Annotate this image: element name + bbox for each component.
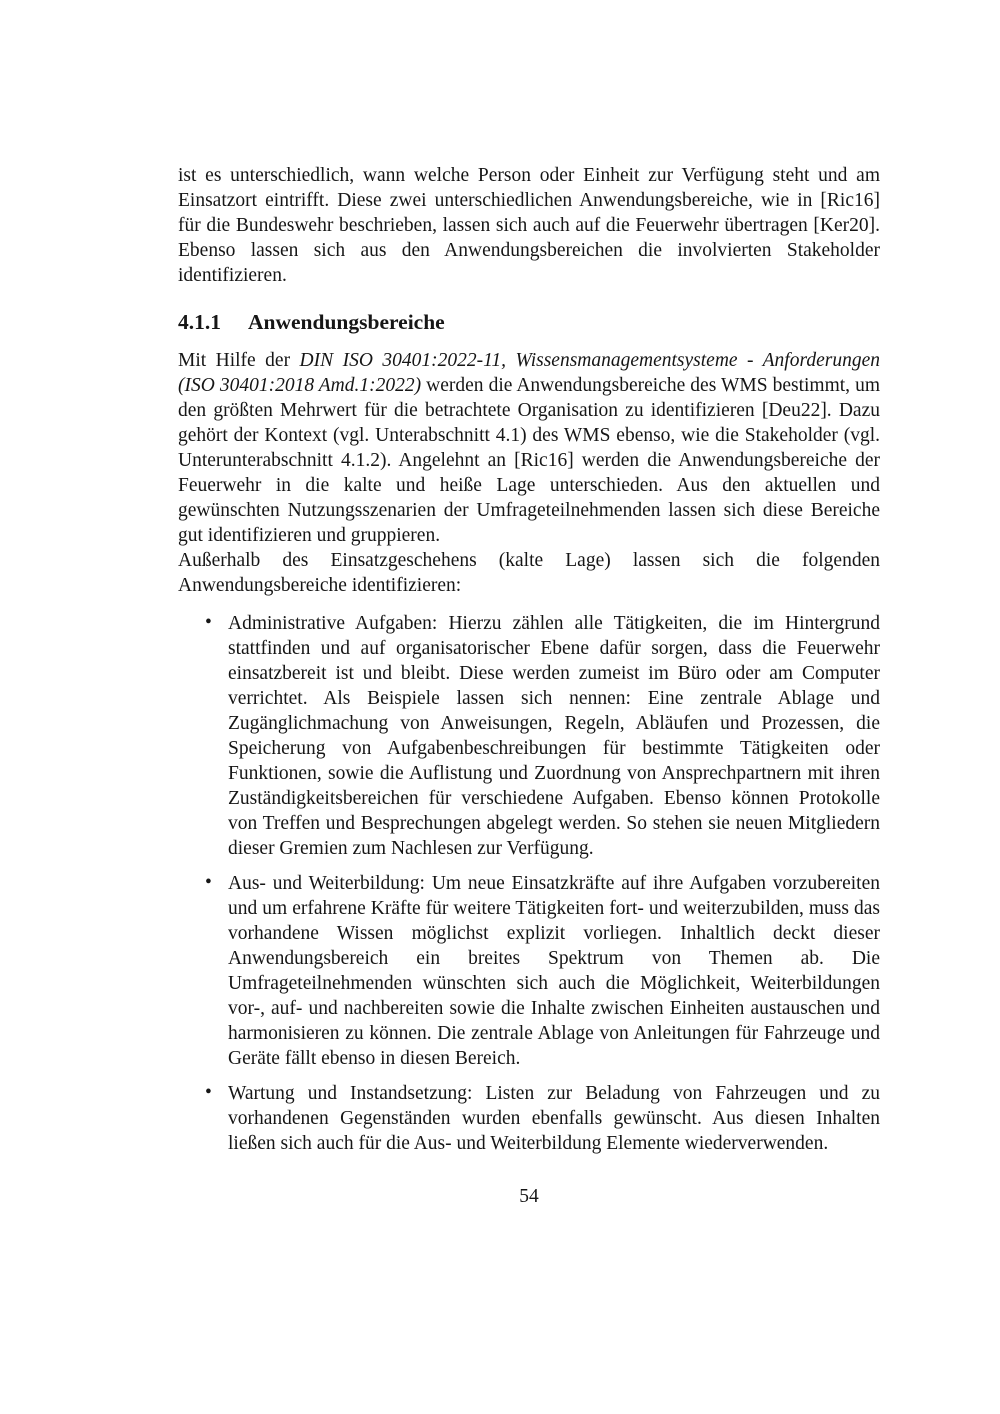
bullet-icon: • [205,612,212,633]
bullet-icon: • [205,872,212,893]
section-number: 4.1.1 [178,310,221,334]
list-item [178,871,880,1071]
list-item [178,1081,880,1156]
bullet-list [178,611,880,1156]
lead-in-paragraph: Außerhalb des Einsatzgeschehens (kalte Lage) lassen sich die folgenden Anwendungsbereiche identifizieren: [178,550,880,596]
list-item [178,611,880,861]
body-paragraph-suffix: werden die Anwendungsbereiche des WMS bestimmt, um den größten Mehrwert für die betrachtete Organisation zu identifizieren [Deu22]. Dazu gehört der Kontext (vgl. Unterabschnitt 4.1) des WMS ebenso, wie die Stakeholder (vgl. Unterunterabschnitt 4.1.2). Angelehnt an [Ric16] werden die Anwendungsbereiche der Feuerwehr in die kalte und heiße Lage unterschieden. Aus den aktuellen und gewünschten Nutzungsszenarien der Umfrageteilnehmenden lassen sich diese Bereiche gut identifizieren und gruppieren. [178,375,880,546]
section-title: Anwendungsbereiche [248,310,445,334]
page-number: 54 [519,1186,539,1207]
bullet-icon: • [205,1082,212,1103]
body-paragraph-prefix: Mit Hilfe der [178,350,300,371]
list-item-text: Aus- und Weiterbildung: Um neue Einsatzkräfte auf ihre Aufgaben vorzubereiten und um erfahrene Kräfte für weitere Tätigkeiten fort- und weiterzubilden, muss das vorhandene Wissen möglichst explizit vorliegen. Inhaltlich deckt dieser Anwendungsbereich ein breites Spektrum von Themen ab. Die Umfrageteilnehmenden wünschten sich auch die Möglichkeit, Weiterbildungen vor-, auf- und nachbereiten sowie die Inhalte zwischen Einheiten austauschen und harmonisieren zu können. Die zentrale Ablage von Anleitungen für Fahrzeuge und Geräte fällt ebenso in diesen Bereich. [228,873,880,1069]
list-item-text: Administrative Aufgaben: Hierzu zählen alle Tätigkeiten, die im Hintergrund stattfinden und auf organisatorischer Ebene dafür sorgen, dass die Feuerwehr einsatzbereit ist und bleibt. Diese werden zumeist im Büro oder am Computer verrichtet. Als Beispiele lassen sich nennen: Eine zentrale Ablage und Zugänglichmachung von Anweisungen, Regeln, Abläufen und Prozessen, die Speicherung von Aufgabenbeschreibungen für bestimmte Tätigkeiten oder Funktionen, sowie die Auflistung und Zuordnung von Ansprechpartnern mit ihren Zuständigkeitsbereichen für verschiedene Aufgaben. Ebenso können Protokolle von Treffen und Besprechungen abgelegt werden. So stehen sie neuen Mitgliedern dieser Gremien zum Nachlesen zur Verfügung. [228,613,880,859]
section-heading [178,309,880,336]
body-paragraph-citation-title: DIN ISO 30401:2022-11, Wissensmanagementsysteme - Anforderungen (ISO 30401:2018 Amd.1:2022) [178,350,880,396]
intro-paragraph: ist es unterschiedlich, wann welche Person oder Einheit zur Verfügung steht und am Einsatzort eintrifft. Diese zwei unterschiedlichen Anwendungsbereiche, wie in [Ric16] für die Bundeswehr beschrieben, lassen sich auch auf die Feuerwehr übertragen [Ker20]. Ebenso lassen sich aus den Anwendungsbereichen die involvierten Stakeholder identifizieren. [178,165,880,286]
list-item-text: Wartung und Instandsetzung: Listen zur Beladung von Fahrzeugen und zu vorhandenen Gegenständen wurden ebenfalls gewünscht. Aus diesen Inhalten ließen sich auch für die Aus- und Weiterbildung Elemente wiederverwenden. [228,1083,880,1154]
page-content [178,163,880,1156]
body-paragraph [178,348,880,548]
